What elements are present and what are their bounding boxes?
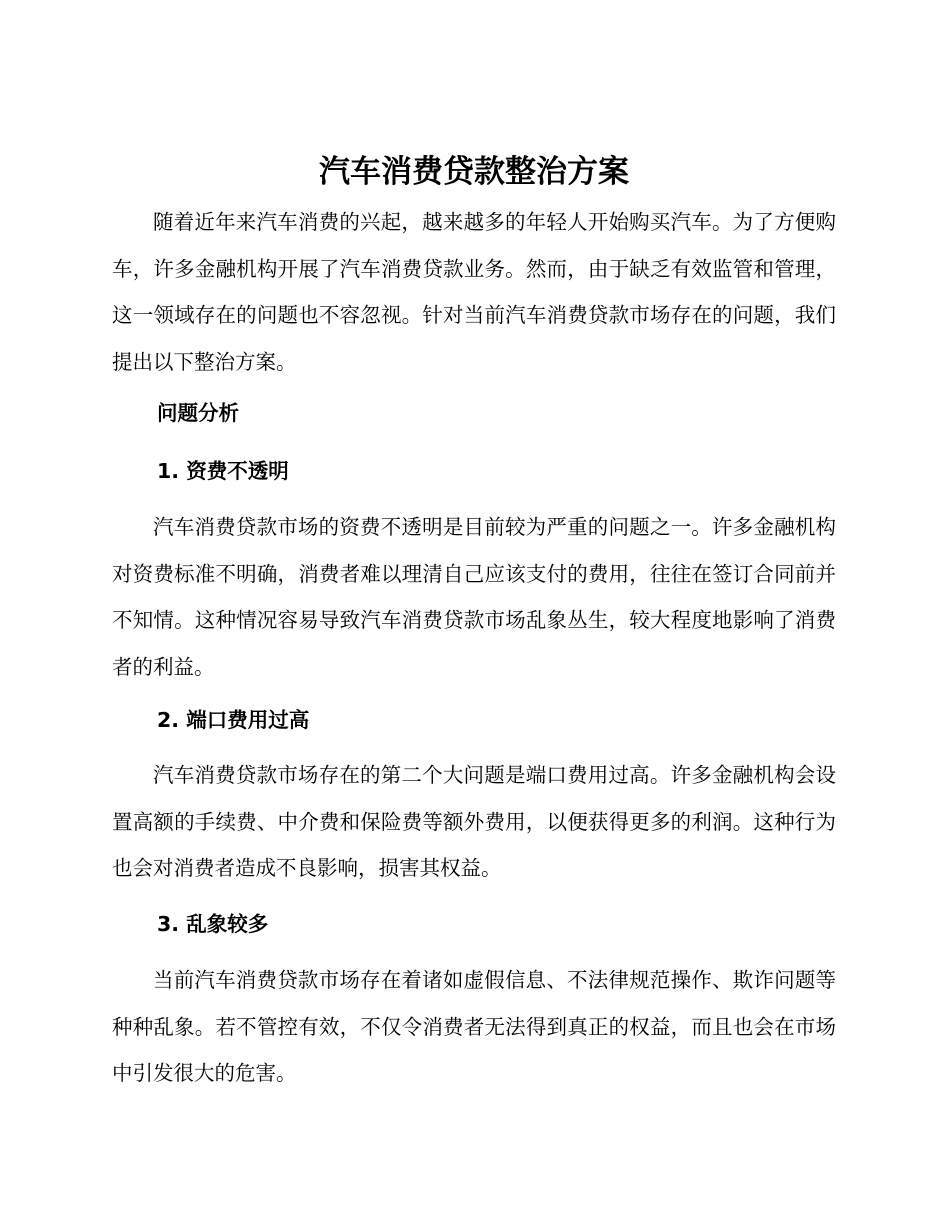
item-heading-1: 1. 资费不透明	[157, 459, 289, 483]
item-paragraph-1: 汽车消费贷款市场的资费不透明是目前较为严重的问题之一。许多金融机构对资费标准不明确，消费者难以理清自己应该支付的费用，往往在签订合同前并不知情。这种情况容易导致汽车消费贷款市场乱象丛生，较大程度地影响了消费者的利益。	[112, 515, 836, 679]
item-heading-2: 2. 端口费用过高	[157, 708, 310, 732]
item-paragraph-3: 当前汽车消费贷款市场存在着诸如虚假信息、不法律规范操作、欺诈问题等种种乱象。若不管控有效，不仅令消费者无法得到真正的权益，而且也会在市场中引发很大的危害。	[112, 968, 836, 1085]
item-paragraph-2: 汽车消费贷款市场存在的第二个大问题是端口费用过高。许多金融机构会设置高额的手续费、中介费和保险费等额外费用，以便获得更多的利润。这种行为也会对消费者造成不良影响，损害其权益。	[112, 763, 836, 880]
item-heading-3: 3. 乱象较多	[157, 912, 269, 936]
document-title: 汽车消费贷款整治方案	[319, 154, 629, 190]
intro-paragraph: 随着近年来汽车消费的兴起，越来越多的年轻人开始购买汽车。为了方便购车，许多金融机构开展了汽车消费贷款业务。然而，由于缺乏有效监管和管理，这一领域存在的问题也不容忽视。针对当前汽车消费贷款市场存在的问题，我们提出以下整治方案。	[112, 210, 836, 374]
section-heading: 问题分析	[157, 401, 239, 425]
